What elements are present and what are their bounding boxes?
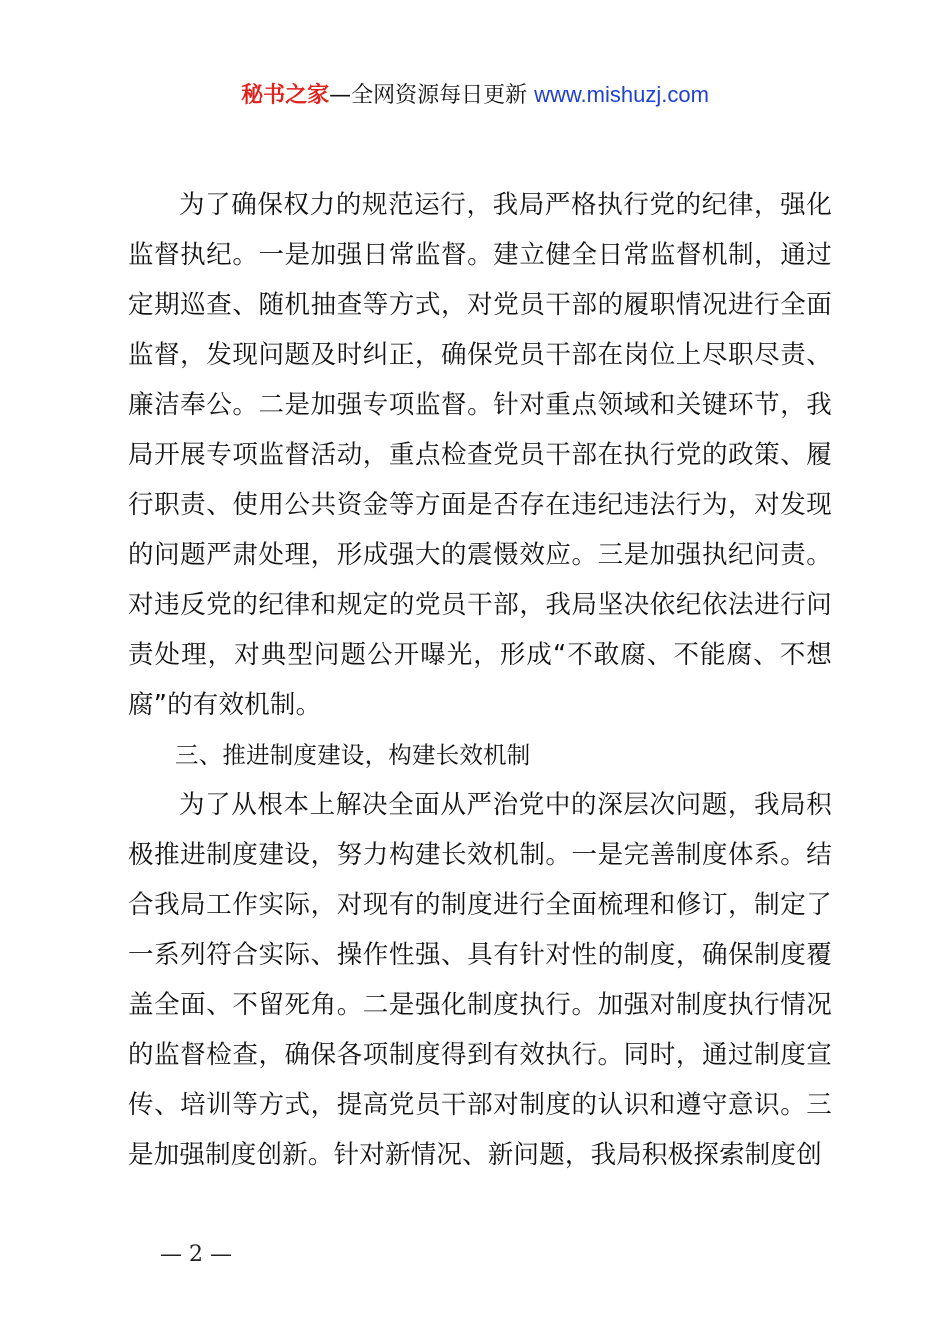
- site-brand: 秘书之家: [241, 83, 330, 108]
- document-body: [128, 180, 832, 1180]
- section-heading: 三、推进制度建设，构建长效机制: [175, 741, 531, 769]
- site-header: [0, 80, 950, 111]
- body-paragraph: 为了确保权力的规范运行，我局严格执行党的纪律，强化监督执纪。一是加强日常监督。建立健全日常监督机制，通过定期巡查、随机抽查等方式，对党员干部的履职情况进行全面监督，发现问题及时纠正，确保党员干部在岗位上尽职尽责、廉洁奉公。二是加强专项监督。针对重点领域和关键环节，我局开展专项监督活动，重点检查党员干部在执行党的政策、履行职责、使用公共资金等方面是否存在违纪违法行为，对发现的问题严肃处理，形成强大的震慑效应。三是加强执纪问责。对违反党的纪律和规定的党员干部，我局坚决依纪依法进行问责处理，对典型问题公开曝光，形成“不敢腐、不能腐、不想腐”的有效机制。: [128, 190, 832, 720]
- site-url-link[interactable]: www.mishuzj.com: [534, 82, 709, 107]
- page-number: — 2 —: [160, 1242, 232, 1267]
- site-tagline: —全网资源每日更新: [329, 83, 528, 108]
- body-paragraph: 为了从根本上解决全面从严治党中的深层次问题，我局积极推进制度建设，努力构建长效机制。一是完善制度体系。结合我局工作实际，对现有的制度进行全面梳理和修订，制定了一系列符合实际、操作性强、具有针对性的制度，确保制度覆盖全面、不留死角。二是强化制度执行。加强对制度执行情况的监督检查，确保各项制度得到有效执行。同时，通过制度宣传、培训等方式，提高党员干部对制度的认识和遵守意识。三是加强制度创新。针对新情况、新问题，我局积极探索制度创: [128, 790, 832, 1170]
